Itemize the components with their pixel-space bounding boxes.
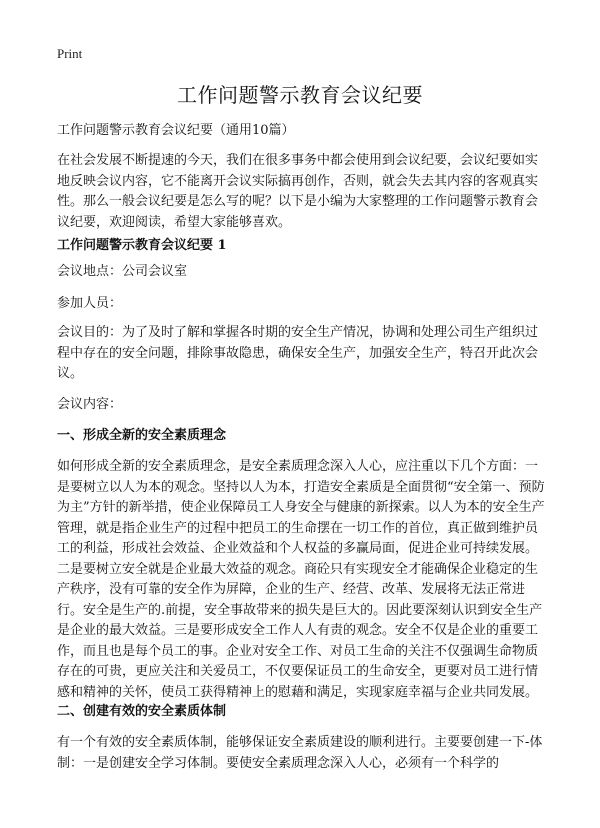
document-subtitle: 工作问题警示教育会议纪要（通用10篇） (57, 123, 295, 138)
meeting-location: 会议地点：公司会议室 (57, 264, 188, 279)
part1-body: 如何形成全新的安全素质理念，是安全素质理念深入人心，应注重以下几个方面：一是要树立以人为本的观念。坚持以人为本，打造安全素质是全面贯彻“安全第一、预防为主”方针的新举措，使企业保障员工人身安全与健康的新探索。以人为本的安全生产管理，就是指企业生产的过程中把员工的生命摆在一切工作的首位，真正做到维护员工的利益，形成社会效益、企业效益和个人权益的多赢局面，促进企业可持续发展。二是要树立安全就是企业最大效益的观念。商砼只有实现安全才能确保企业稳定的生产秩序，没有可靠的安全作为屏障，企业的生产、经营、改革、发展将无法正常进行。安全是生产的.前提，安全事故带来的损失是巨大的。因此要深刻认识到安全生产是企业的最大效益。三是要形成安全工作人人有责的观念。安全不仅是企业的重要工作，而且也是每个员工的事。企业对安全工作、对员工生命的关注不仅强调生命物质存在的可贵，更应关注和关爱员工，不仅要保证员工的生命安全，更要对员工进行情感和精神的关怀，使员工获得精神上的慰藉和满足，实现家庭幸福与企业共同发展。 (57, 459, 545, 700)
attendees: 参加人员： (57, 296, 123, 311)
meeting-content-label: 会议内容： (57, 397, 123, 412)
section-heading: 工作问题警示教育会议纪要 1 (57, 238, 227, 253)
print-link[interactable]: Print (57, 46, 83, 61)
part2-heading: 二、创建有效的安全素质体制 (57, 704, 227, 719)
part1-heading: 一、形成全新的安全素质理念 (57, 428, 227, 443)
part2-body: 有一个有效的安全素质体制，能够保证安全素质建设的顺利进行。主要要创建一下-体制：一是创建安全学习体制。要使安全素质理念深入人心，必须有一个科学的 (57, 735, 543, 771)
meeting-purpose: 会议目的：为了及时了解和掌握各时期的安全生产情况，协调和处理公司生产组织过程中存在的安全问题，排除事故隐患，确保安全生产，加强安全生产，特召开此次会议。 (57, 325, 539, 381)
page-title: 工作问题警示教育会议纪要 (177, 83, 423, 107)
intro-paragraph: 在社会发展不断提速的今天，我们在很多事务中都会使用到会议纪要，会议纪要如实地反映会议内容，它不能离开会议实际搞再创作，否则，就会失去其内容的客观真实性。那么一般会议纪要是怎么写的呢？以下是小编为大家整理的工作问题警示教育会议纪要，欢迎阅读，希望大家能够喜欢。 (57, 153, 539, 230)
